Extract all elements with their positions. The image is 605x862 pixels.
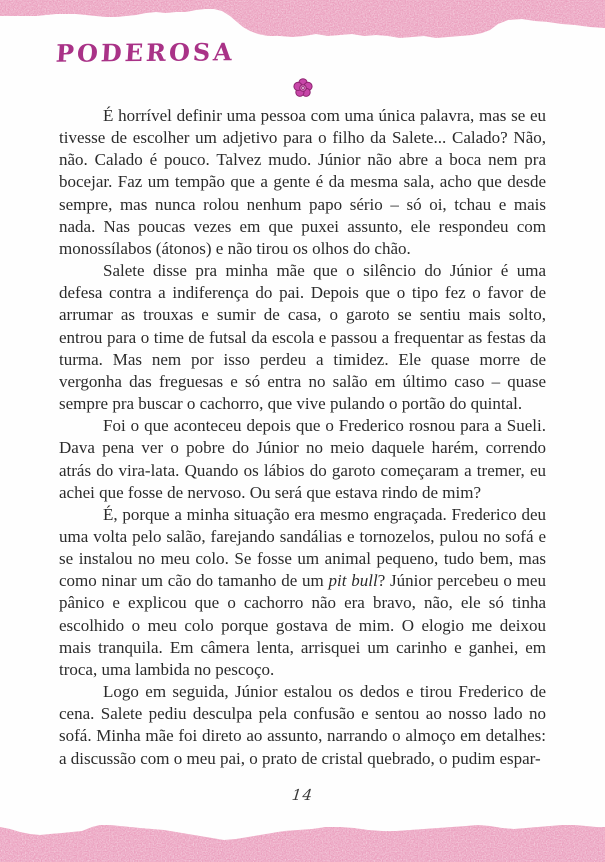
paragraph-2: Salete disse pra minha mãe que o silêncio do Júnior é uma defesa contra a indiferença do pai. Depois que o tipo fez o favor de arrumar as trouxas e sumir de casa, o garoto se sentiu mais solto, entrou para o time de futsal da escola e passou a frequentar as festas da turma. Mas nem por isso perdeu a timidez. Ele quase morre de vergonha das freguesas e só entra no salão em último caso – quase sempre pra buscar o cachorro, que vive pulando o portão do quintal. [59,261,546,414]
page-body [59,105,546,770]
paragraph-4 [59,504,546,681]
paragraph-1: É horrível definir uma pessoa com uma única palavra, mas se eu tivesse de escolher um adjetivo para o filho da Salete... Calado? Não, não. Calado é pouco. Talvez mudo. Júnior não abre a boca nem pra bocejar. Faz um tempão que a gente é da mesma sala, acho que desde sempre, mas nunca rolou nenhum papo sério – só oi, tchau e mais nada. Nas poucas vezes em que puxei assunto, ele respondeu com monossílabos (átonos) e não tirou os olhos do chão. [59,106,546,258]
paragraph-4-italic-term: pit bull [328,571,378,591]
paragraph-3: Foi o que aconteceu depois que o Frederico rosnou para a Sueli. Dava pena ver o pobre do Júnior no meio daquele harém, correndo atrás do vira-lata. Quando os lábios do garoto começaram a tremer, eu achei que fosse de nervoso. Ou será que estava rindo de mim? [59,416,546,502]
paragraph-4-post: ? Júnior percebeu o meu pânico e explicou que o cachorro não era bravo, não, ele só tinha escolhido o meu colo porque gostava de mim. O elogio me deixou mais tranquila. Em câmera lenta, arrisquei um carinho e ganhei, em troca, uma lambida no pescoço. [59,571,546,679]
bottom-torn-border [0,822,605,862]
paragraph-5: Logo em seguida, Júnior estalou os dedos e tirou Frederico de cena. Salete pediu desculpa pela confusão e sentou ao nosso lado no sofá. Minha mãe foi direto ao assunto, narrando o almoço em detalhes: a discussão com o meu pai, o prato de cristal quebrado, o pudim espar- [59,682,546,768]
top-torn-border [0,0,605,42]
book-title: PODEROSA [55,37,236,68]
paragraph-4-pre: É, porque a minha situação era mesmo engraçada. Frederico deu uma volta pelo salão, farejando sandálias e tornozelos, pulou no sofá e se instalou no meu colo. Se fosse um animal pequeno, tudo bem, mas como ninar um cão do tamanho de um [59,504,546,591]
section-ornament [0,78,605,98]
page-number: 14 [291,786,314,804]
flower-ornament-icon [293,78,313,98]
